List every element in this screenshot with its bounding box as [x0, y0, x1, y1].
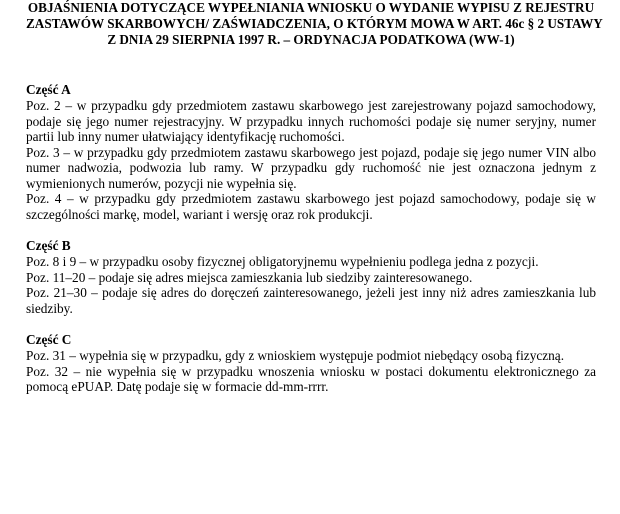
paragraph-poz-32: Poz. 32 – nie wypełnia się w przypadku wnoszenia wniosku w postaci dokumentu elektronicznego za pomocą ePUAP. Datę podaje się w formacie dd-mm-rrrr. — [26, 363, 596, 394]
paragraph-poz-4: Poz. 4 – w przypadku gdy przedmiotem zastawu skarbowego jest pojazd samochodowy, podaje się w szczególności markę, model, wariant i wersję oraz rok produkcji. — [26, 191, 596, 222]
paragraph-poz-21-30: Poz. 21–30 – podaje się adres do doręczeń zainteresowanego, jeżeli jest inny niż adres zamieszkania lub siedziby. — [26, 285, 596, 316]
heading-line: Z DNIA 29 SIERPNIA 1997 R. – ORDYNACJA PODATKOWA (WW-1) — [107, 32, 515, 47]
section-czesc-c — [26, 332, 596, 395]
section-czesc-b — [26, 238, 596, 316]
heading-line: OBJAŚNIENIA DOTYCZĄCE WYPEŁNIANIA WNIOSKU O WYDANIE WYPISU Z REJESTRU — [27, 0, 595, 15]
paragraph-poz-11-20: Poz. 11–20 – podaje się adres miejsca zamieszkania lub siedziby zainteresowanego. — [26, 269, 473, 285]
section-title: Część B — [26, 238, 71, 253]
paragraph-poz-2: Poz. 2 – w przypadku gdy przedmiotem zastawu skarbowego jest zarejestrowany pojazd samochodowy, podaje się jego numer rejestracyjny. W przypadku innych ruchomości podaje się numer seryjny, numer partii lub inny numer ułatwiający identyfikację ruchomości. — [26, 98, 596, 144]
heading-line: ZASTAWÓW SKARBOWYCH/ ZAŚWIADCZENIA, O KTÓRYM MOWA W ART. 46c § 2 USTAWY — [26, 16, 603, 31]
section-czesc-a — [26, 82, 596, 222]
section-title: Część A — [26, 82, 71, 97]
document-page — [26, 0, 603, 395]
paragraph-poz-31: Poz. 31 – wypełnia się w przypadku, gdy z wnioskiem występuje podmiot niebędący osobą fizyczną. — [26, 348, 565, 363]
paragraph-poz-3: Poz. 3 – w przypadku gdy przedmiotem zastawu skarbowego jest pojazd, podaje się jego numer VIN albo numer nadwozia, podwozia lub ramy. W przypadku gdy ruchomość nie jest oznaczona jednym z wymienionych numerów, pozycji nie wypełnia się. — [26, 144, 596, 191]
document-heading — [26, 0, 603, 48]
paragraph-poz-8-9: Poz. 8 i 9 – w przypadku osoby fizycznej obligatoryjnemu wypełnieniu podlega jedna z pozycji. — [26, 254, 539, 269]
section-title: Część C — [26, 332, 72, 347]
